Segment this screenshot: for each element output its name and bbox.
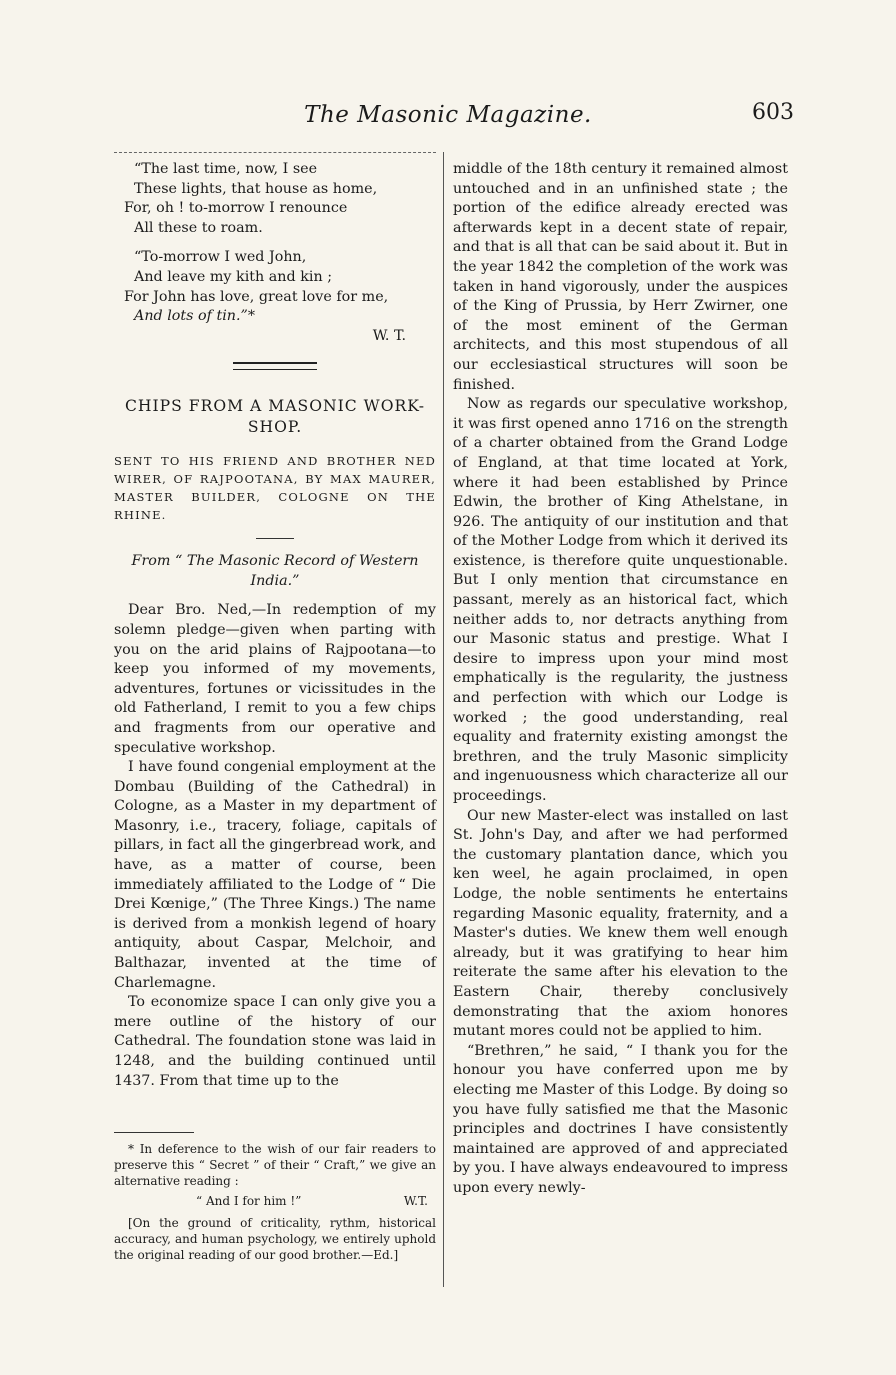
paragraph: I have found congenial employment at the Dombau (Building of the Cathedral) in Cologne, as a Master in my department of Masonry, i.e., tracery, foliage, capitals of pillars, in fact all the gingerbread work, and have, as a matter of course, been immediately affiliated to the Lodge of “ Die Drei Kœnige,” (The Three Kings.) The name is derived from a monkish legend of hoary antiquity, about Caspar, Melchoir, and Balthazar, invented at the time of Charlemagne.	[114, 759, 436, 991]
alt-reading-text: “ And I for him !”	[196, 1194, 302, 1208]
section-rule	[233, 362, 317, 370]
poem-line: These lights, that house as home,	[134, 180, 378, 197]
poem-line: “To-morrow I wed John,	[134, 249, 307, 266]
paragraph: Our new Master-elect was installed on last St. John's Day, and after we had performed the customary plantation dance, which you ken weel, he again proclaimed, in open Lodge, the noble sentiments he entertains regarding Masonic equality, fraternity, and a Master's duties. We knew them well enough already, but it was gratifying to hear him reiterate the same after his elevation to the Eastern Chair, thereby conclusively demonstrating that the axiom honores mutant mores could not be applied to him.	[453, 807, 788, 1040]
poem-line: “The last time, now, I see	[134, 161, 318, 177]
article-source: From “ The Masonic Record of Western India.”	[131, 553, 419, 590]
paragraph: middle of the 18th century it remained almost untouched and in an unfinished state ; the portion of the edifice already erected was afterwards kept in a decent state of repair, and that is all that can be said about it. But in the year 1842 the completion of the work was taken in hand vigorously, under the auspices of the King of Prussia, by Herr Zwirner, one of the most eminent of the German architects, and this most stupendous of all our ecclesiastical structures will soon be finished.	[453, 161, 788, 393]
poem-line: And lots of tin.”*	[134, 308, 256, 325]
right-column	[453, 160, 788, 1198]
footnote-text	[114, 1141, 436, 1263]
top-rule	[114, 152, 436, 153]
poem-line: For, oh ! to-morrow I renounce	[124, 200, 348, 217]
article-title: CHIPS FROM A MASONIC WORK-SHOP.	[124, 397, 426, 437]
paragraph: Now as regards our speculative workshop, it was first opened anno 1716 on the strength of a charter obtained from the Grand Lodge of England, at that time located at York, where it had been established by Prince Edwin, the brother of King Athelstane, in 926. The antiquity of our institution and that of the Mother Lodge from which it derived its existence, is therefore quite unquestionable. But I only mention that circumstance en passant, merely as an historical fact, which neither adds to, nor detracts anything from our Masonic status and prestige. What I desire to impress upon your mind most emphatically is the regularity, the justness and perfection with which our Lodge is worked ; the good understanding, real equality and fraternity existing amongst the brethren, and the truly Masonic simplicity and ingenuousness which characterize all our proceedings.	[453, 396, 788, 804]
column-divider	[443, 152, 444, 1287]
poem-line: For John has love, great love for me,	[124, 288, 389, 305]
footnote-1: * In deference to the wish of our fair readers to preserve this “ Secret ” of their “ Craft,” we give an alternative reading :	[114, 1142, 436, 1188]
footnotes	[114, 1132, 436, 1267]
page-number: 603	[752, 100, 794, 125]
paragraph: To economize space I can only give you a mere outline of the history of our Cathedral. The foundation stone was laid in 1248, and the building continued until 1437. From that time up to the	[114, 994, 436, 1089]
poem-signature: W. T.	[372, 327, 406, 344]
poem-line: All these to roam.	[134, 219, 263, 236]
poem-line: And leave my kith and kin ;	[134, 268, 333, 285]
paragraph: “Brethren,” he said, “ I thank you for the honour you have conferred upon me by electing me Master of this Lodge. By doing so you have fully satisfied me that the Masonic principles and doctrines I have consistently maintained are approved of and appreciated by you. I have always endeavoured to impress upon every newly-	[453, 1042, 788, 1196]
article-subtitle: SENT TO HIS FRIEND AND BROTHER NED WIRER, OF RAJPOOTANA, BY MAX MAURER, MASTER BUILDER, COLOGNE ON THE RHINE.	[114, 454, 436, 523]
subtitle-rule	[256, 538, 294, 539]
footnote-rule	[114, 1132, 194, 1133]
alternative-reading	[114, 1193, 436, 1209]
left-column	[114, 160, 436, 1091]
footnote-2: [On the ground of criticality, rythm, historical accuracy, and human psychology, we entirely uphold the original reading of our good brother.—Ed.]	[114, 1216, 436, 1262]
paragraph: Dear Bro. Ned,—In redemption of my solemn pledge—given when parting with you on the arid plains of Rajpootana—to keep you informed of my movements, adventures, fortunes or vicissitudes in the old Fatherland, I remit to you a few chips and fragments from our operative and speculative workshop.	[114, 602, 436, 756]
running-title: The Masonic Magazine.	[304, 102, 592, 128]
poem	[124, 160, 436, 346]
running-header	[0, 98, 896, 138]
alt-reading-signature: W.T.	[403, 1194, 428, 1208]
